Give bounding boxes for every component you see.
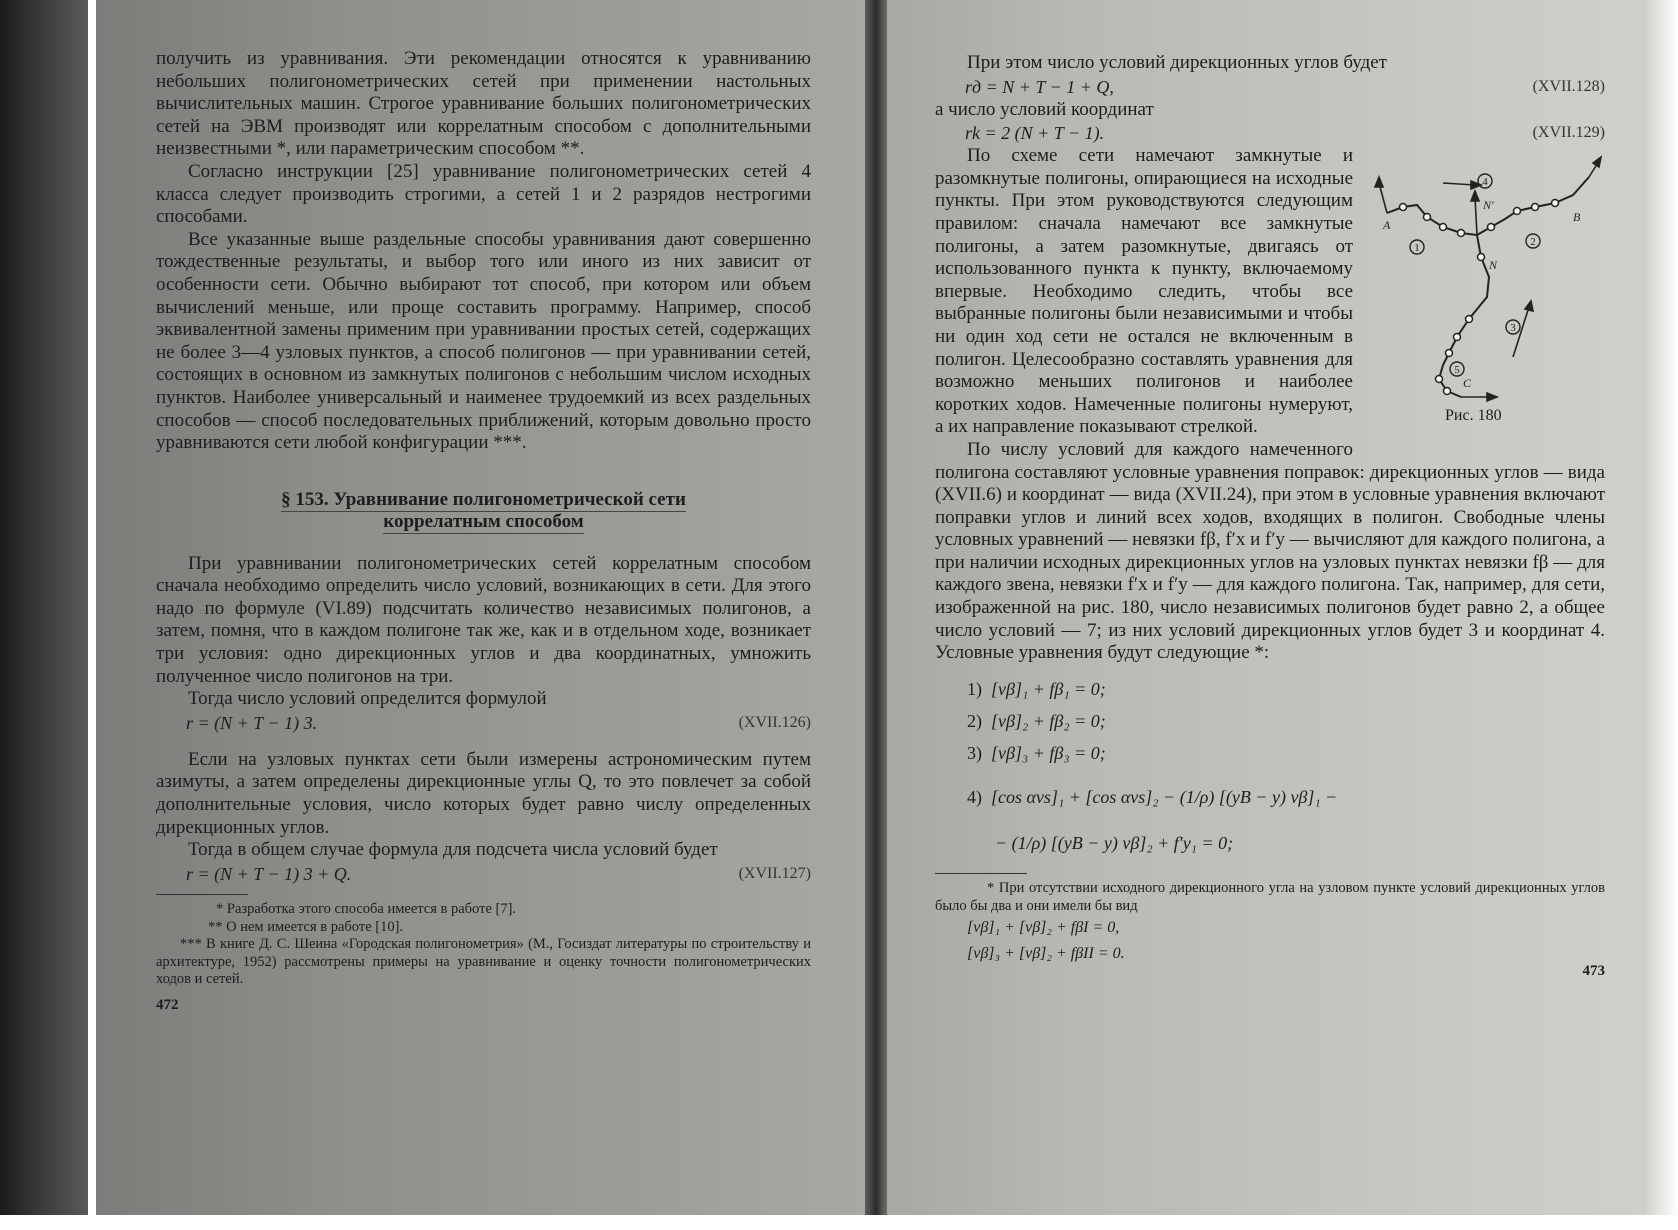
condition-equation: 3) [vβ]₃ + fβ₃ = 0; xyxy=(967,742,1106,763)
equation-number: (XVII.129) xyxy=(1532,124,1605,142)
footnote-rule xyxy=(156,894,248,896)
formula-text: r = (N + T − 1) 3 + Q. xyxy=(186,863,352,884)
condition-equation: 2) [vβ]₂ + fβ₂ = 0; xyxy=(967,710,1106,731)
svg-text:3: 3 xyxy=(1510,322,1516,335)
condition-equation: 4) [cos αvs]₁ + [cos αvs]₂ − (1/ρ) [(yB − y) vβ]₁ − xyxy=(967,786,1338,807)
formula-text: r = (N + T − 1) 3. xyxy=(186,712,318,733)
section-heading: коррелатным способом xyxy=(383,510,584,532)
formula-text: rд = N + T − 1 + Q, xyxy=(965,76,1114,97)
footnote-equation: [vβ]₃ + [vβ]₂ + fβII = 0. xyxy=(967,945,1125,963)
svg-text:C: C xyxy=(1463,376,1472,391)
equation-number: (XVII.126) xyxy=(738,713,811,731)
formula-text: rk = 2 (N + T − 1). xyxy=(965,123,1105,144)
figure-caption: Рис. 180 xyxy=(1445,407,1502,425)
left-page xyxy=(96,0,886,1230)
condition-equation: 1) [vβ]₁ + fβ₁ = 0; xyxy=(967,678,1106,699)
text-with-figure xyxy=(935,145,1605,665)
footnote-equation: [vβ]₁ + [vβ]₂ + fβI = 0, xyxy=(967,919,1120,937)
paragraph: При этом число условий дирекционных углов будет xyxy=(967,52,1387,73)
right-page xyxy=(887,0,1647,1230)
footnote-rule xyxy=(935,873,1027,875)
paragraph: Тогда число условий определится формулой xyxy=(188,688,547,710)
svg-text:N: N xyxy=(1489,258,1498,273)
book-gutter xyxy=(865,0,887,1230)
paragraph: получить из уравнивания. Эти рекомендации относятся к уравниванию небольших полигонометрических сетей при применении настольных вычислительных машин. Строгое уравнивание больших полигонометрических сетей на ЭВМ производят или коррелатным способом с дополнительными неизвестными *, или параметрическим способом **. xyxy=(156,48,811,160)
right-column xyxy=(935,0,1605,980)
page-number: 472 xyxy=(156,996,179,1013)
svg-text:5: 5 xyxy=(1454,364,1460,377)
paragraph: По схеме сети намечают замкнутые и разомкнутые полигоны, опирающиеся на исходные пункты. При этом руководствуются следующим правилом: сначала намечают все замкнутые полигоны, а затем разомкнутые, двигаясь от использованного пункта к пункту, включаемому впервые. Необходимо следить, чтобы все выбранные полигоны были независимыми и чтобы ни один ход сети не остался не включенным в полигон. Целесообразно составлять уравнения для возможно меньших полигонов и наиболее коротких ходов. Намеченные полигоны нумеруют, а их направление показывают стрелкой. xyxy=(935,145,1353,438)
paragraph: Если на узловых пунктах сети были измерены астрономическим путем азимуты, а затем определены дирекционные углы Q, то это повлечет за собой дополнительные условия, число которых будет равно числу определенных дирекционных углов. xyxy=(156,748,811,838)
equation-number: (XVII.128) xyxy=(1532,77,1605,95)
paragraph: Все указанные выше раздельные способы уравнивания дают совершенно тождественные результаты, и выбор того или иного из них зависит от особенности сети. Обычно выбирают тот способ, при котором или объем вычислений меньше, или проще составить программу. Например, способ эквивалентной замены применим при уравнивании простых сетей, содержащих не более 3—4 узловых пунктов, а способ полигонов — при уравнивании сетей, состоящих в основном из замкнутых полигонов с небольшим числом исходных пунктов. Наиболее универсальный и наименее трудоемкий из всех раздельных способов — способ последовательных приближений, которым довольно просто уравниваются сети любой конфигурации ***. xyxy=(156,228,811,454)
svg-text:N′: N′ xyxy=(1483,198,1494,213)
paragraph: а число условий координат xyxy=(935,98,1154,120)
formula xyxy=(156,711,811,735)
background-strip xyxy=(0,1215,1678,1230)
formula xyxy=(935,121,1605,145)
figure-180 xyxy=(1365,147,1605,437)
svg-text:1: 1 xyxy=(1414,242,1420,255)
formula xyxy=(156,862,811,886)
svg-text:A: A xyxy=(1383,218,1391,233)
left-column xyxy=(156,0,811,1014)
footnote: * При отсутствии исходного дирекционного угла на узловом пункте условий дирекционных углов было бы два и они имели бы вид xyxy=(935,880,1605,914)
paragraph: Согласно инструкции [25] уравнивание полигонометрических сетей 4 класса следует производить строгими, а сетей 1 и 2 разрядов нестрогими способами. xyxy=(156,160,811,228)
polygon-network-diagram xyxy=(1365,147,1605,427)
paragraph: Тогда в общем случае формула для подсчета числа условий будет xyxy=(188,839,718,861)
equation-number: (XVII.127) xyxy=(738,864,811,882)
section-heading: § 153. Уравнивание полигонометрической сети xyxy=(281,488,686,510)
footnote: * Разработка этого способа имеется в работе [7]. xyxy=(216,901,517,918)
paragraph: По числу условий для каждого намеченного полигона составляют условные уравнения поправок: дирекционных углов — вида (XVII.6) и координат — вида (XVII.24), при этом в условные уравнения включают поправки углов и линий всех ходов, входящих в полигон. Свободные члены условных уравнений — невязки fβ, f′x и f′y — вычисляют для каждого полигона, а при наличии исходных дирекционных углов на узловых пунктах невязки fβ — для каждого звена, невязки f′x и f′y — для каждого полигона. Так, например, для сети, изображенной на рис. 180, число независимых полигонов будет равно 2, а общее число условий — 7; из них условий дирекционных углов будет 3 и координат 4. Условные уравнения будут следующие *: xyxy=(935,438,1605,664)
condition-equation: − (1/ρ) [(yB − y) vβ]₂ + f′y₁ = 0; xyxy=(995,832,1234,853)
formula xyxy=(935,75,1605,99)
svg-text:B: B xyxy=(1573,210,1581,225)
paragraph: При уравнивании полигонометрических сетей коррелатным способом сначала необходимо определить число условий, возникающих в сети. Для этого надо по формуле (VI.89) подсчитать количество независимых полигонов, а затем, помня, что в каждом полигоне так же, как и в отдельном ходе, возникает три условия: одно дирекционных углов и два координатных, умножить полученное число полигонов на три. xyxy=(156,552,811,687)
svg-text:4: 4 xyxy=(1482,176,1488,189)
footnote: ** О нем имеется в работе [10]. xyxy=(208,918,404,935)
page-edge xyxy=(1647,0,1678,1230)
svg-text:2: 2 xyxy=(1530,236,1536,249)
page-number: 473 xyxy=(1582,963,1605,980)
footnote: *** В книге Д. С. Шеина «Городская полигонометрия» (М., Госиздат литературы по строительству и архитектуре, 1952) рассмотрены примеры на уравнивание и оценку точности полигонометрических ходов и сетей. xyxy=(156,936,811,988)
